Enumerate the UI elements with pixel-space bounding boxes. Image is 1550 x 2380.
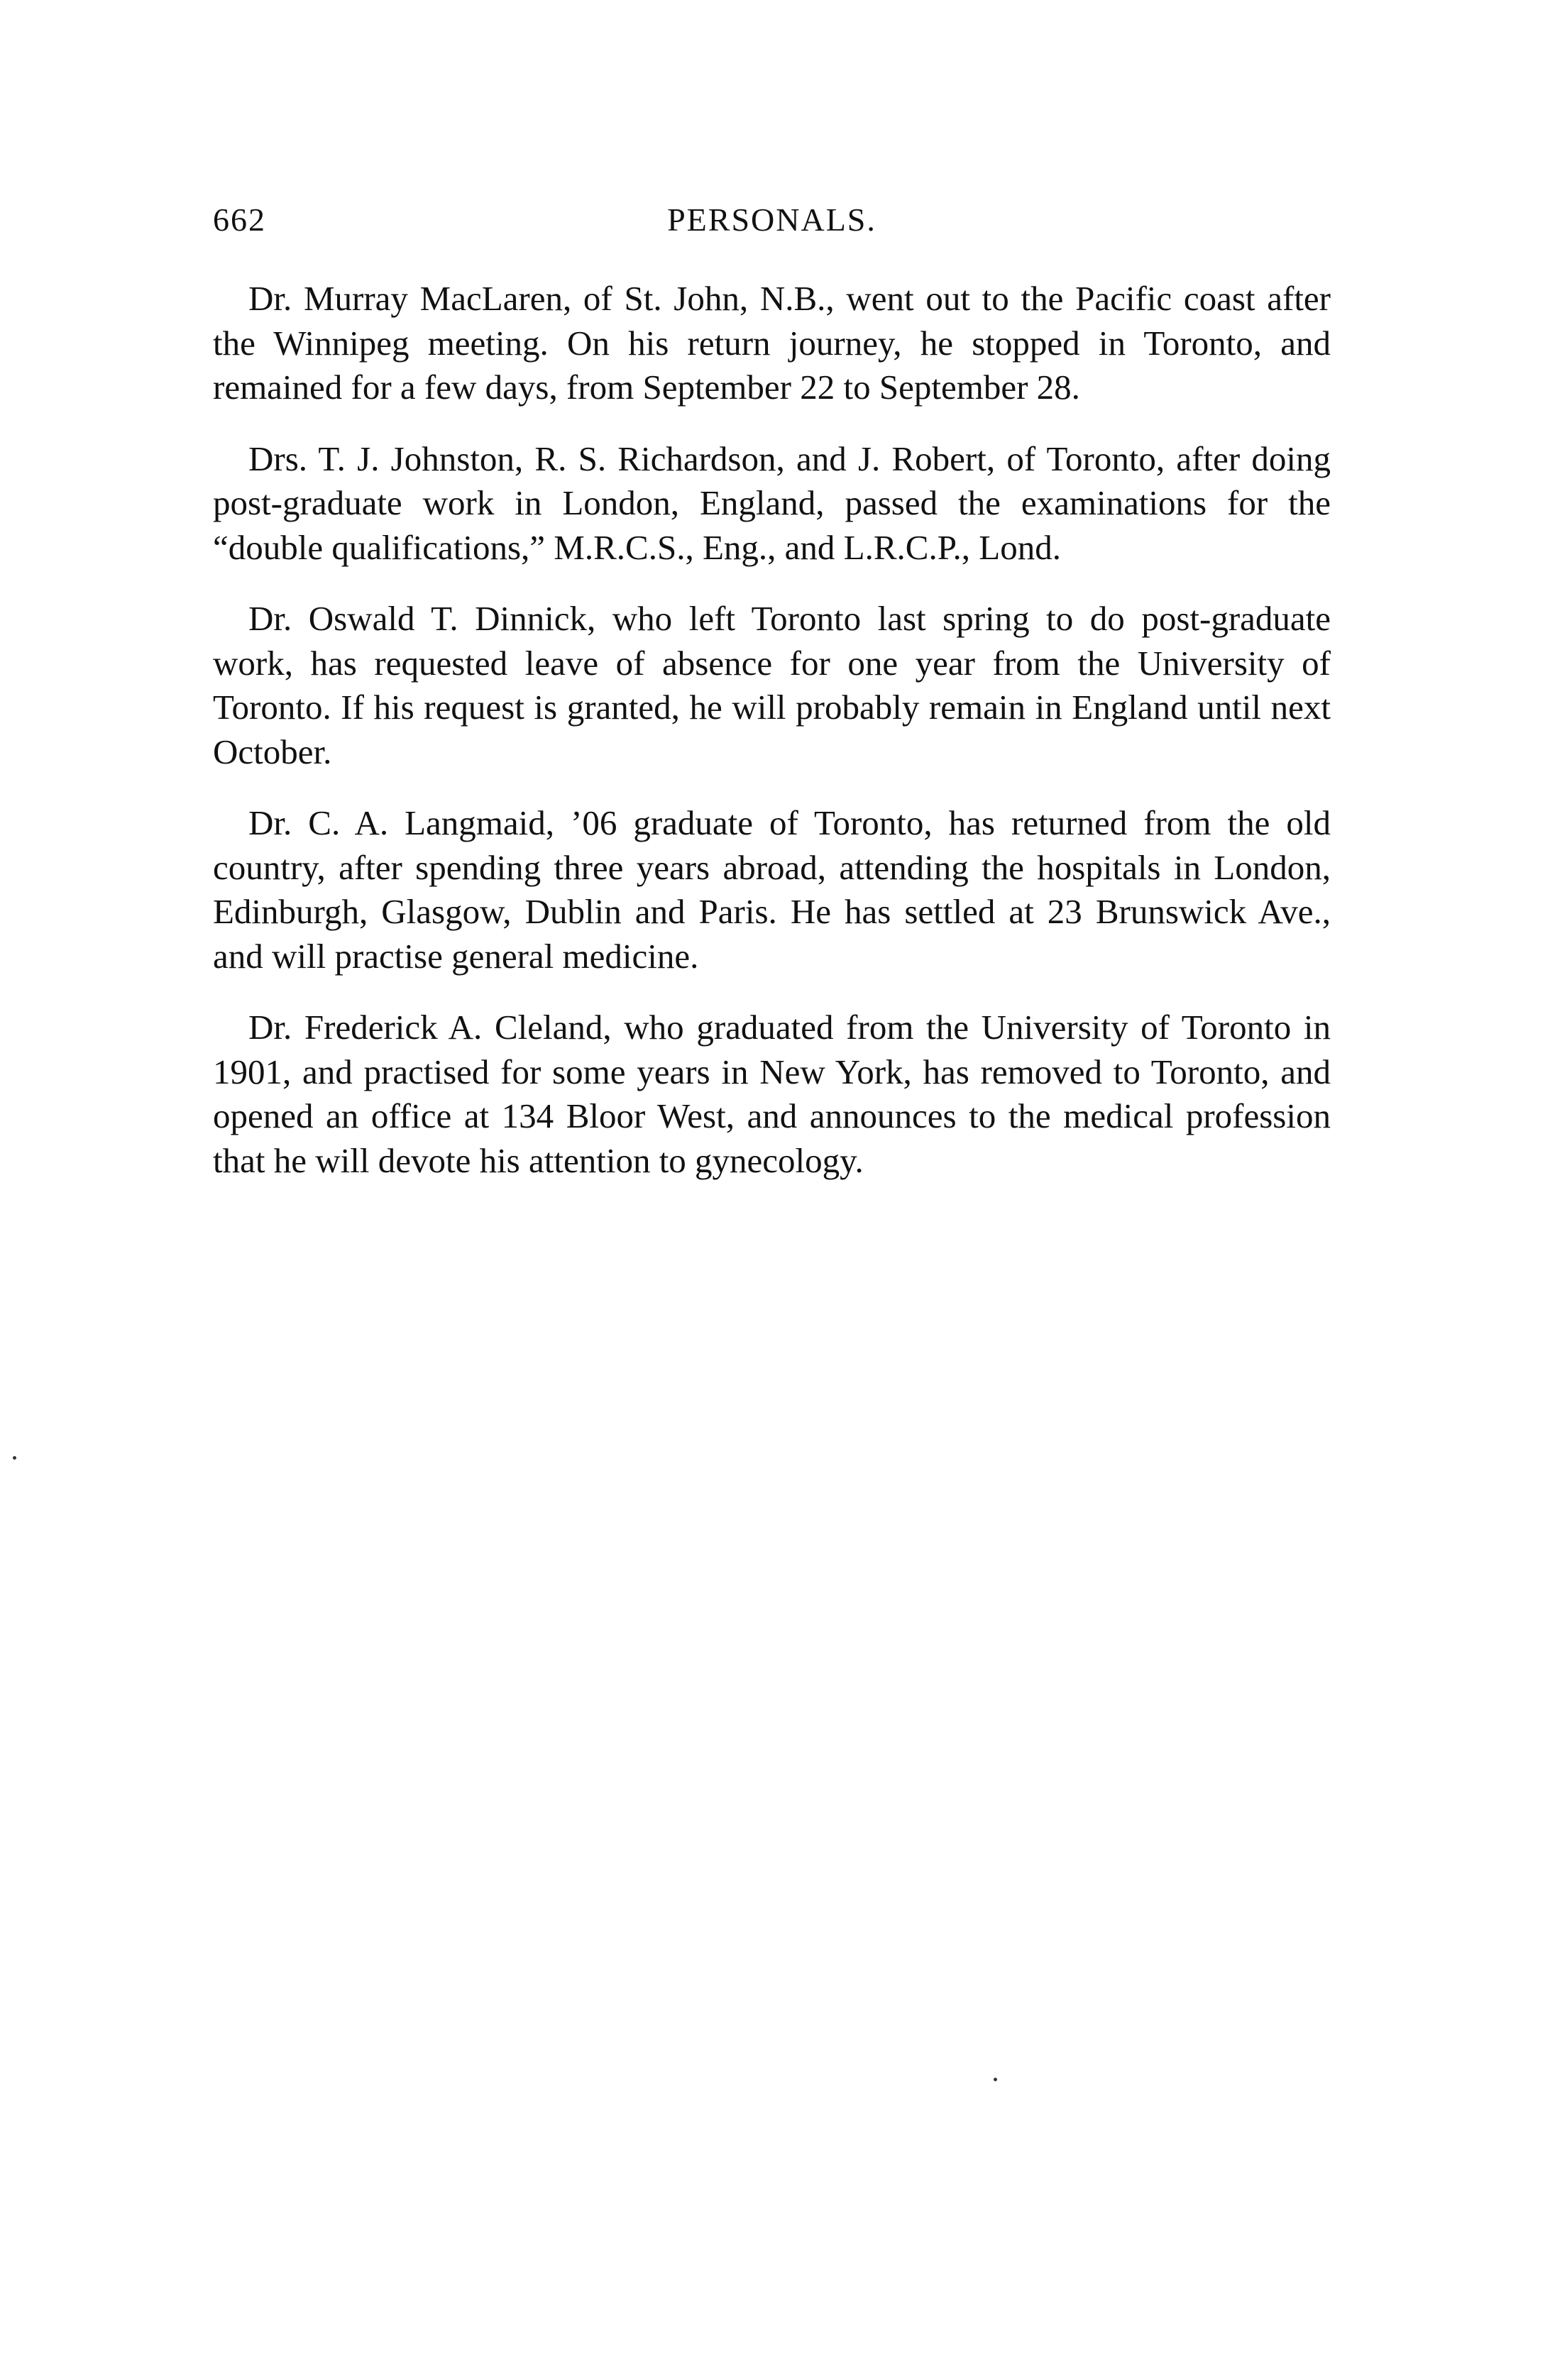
paragraph-cleland: Dr. Frederick A. Cleland, who graduated from the University of Toronto in 1901, and practised for some years in New York, has removed to Toronto, and opened an office at 134 Bloor West, and announces to the medical profession that he will devote his attention to gynecology. bbox=[213, 1008, 1331, 1180]
article-body bbox=[213, 277, 1331, 1183]
paragraph-dinnick: Dr. Oswald T. Dinnick, who left Toronto last spring to do post-graduate work, has requested leave of absence for one year from the University of Toronto. If his request is granted, he will probably remain in England until next October. bbox=[213, 599, 1331, 771]
paragraph-maclaren: Dr. Murray MacLaren, of St. John, N.B., went out to the Pacific coast after the Winnipeg meeting. On his return journey, he stopped in Toronto, and remained for a few days, from September 22 to September 28. bbox=[213, 279, 1331, 407]
page-number: 662 bbox=[213, 202, 266, 238]
paragraph-langmaid: Dr. C. A. Langmaid, ’06 graduate of Toronto, has returned from the old country, after spending three years abroad, attending the hospitals in London, Edinburgh, Glasgow, Dublin and Paris. He has settled at 23 Brunswick Ave., and will practise general medicine. bbox=[213, 803, 1331, 976]
page-header bbox=[213, 192, 1331, 248]
paragraph-johnston-richardson-robert: Drs. T. J. Johnston, R. S. Richardson, and J. Robert, of Toronto, after doing post-graduate work in London, England, passed the examinations for the “double qualifications,” M.R.C.S., Eng., and L.R.C.P., Lond. bbox=[213, 439, 1331, 567]
running-title: PERSONALS. bbox=[667, 202, 876, 238]
scan-speck bbox=[13, 1456, 16, 1460]
document-page bbox=[213, 192, 1331, 1210]
scan-speck bbox=[994, 2078, 997, 2081]
